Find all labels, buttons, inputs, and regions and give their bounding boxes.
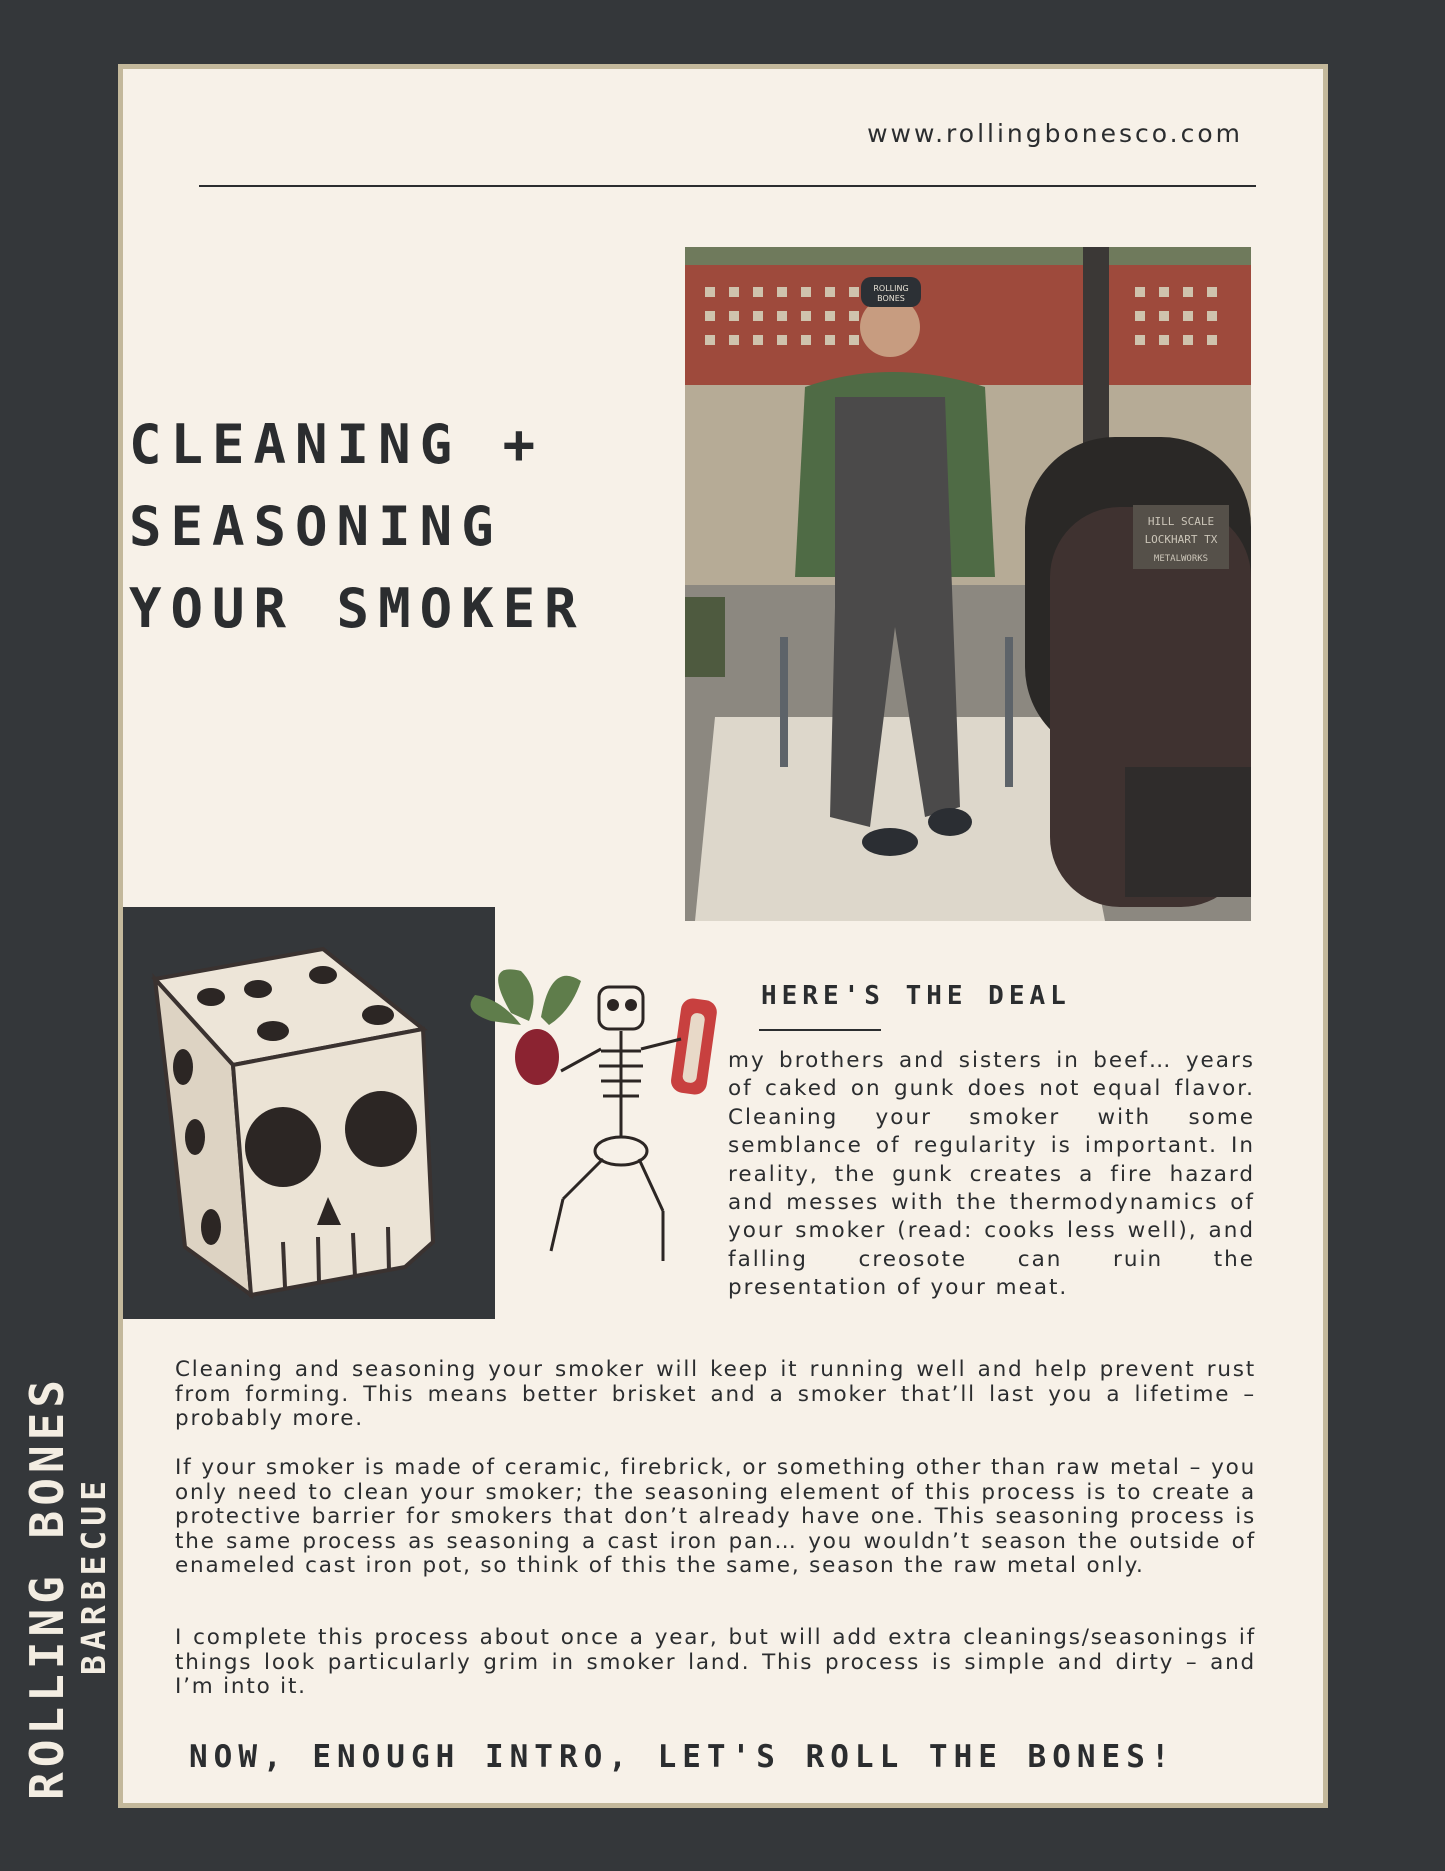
website-url[interactable]: www.rollingbonesco.com: [867, 119, 1243, 148]
smoker-plate-text-1: HILL SCALE: [1147, 515, 1215, 528]
title-line-2: SEASONING: [129, 495, 503, 558]
page-card: [118, 64, 1328, 1808]
cap-text-1: ROLLING: [873, 284, 909, 293]
deal-heading: HERE'S THE DEAL: [761, 981, 1071, 1011]
deal-text-last: presentation of your meat.: [728, 1275, 1069, 1301]
title-line-1: CLEANING +: [129, 413, 545, 476]
paragraph-1: Cleaning and seasoning your smoker will keep it running well and help prevent rust from forming. This means better brisket and a smoker that’ll last you a lifetime – probably more.: [175, 1357, 1256, 1431]
cap-text-2: BONES: [877, 294, 905, 303]
brand-name: ROLLING BONES: [20, 1374, 74, 1800]
skull-dice-illustration: [123, 907, 495, 1319]
paragraph-2: If your smoker is made of ceramic, firebrick, or something other than raw metal – you only need to clean your smoker; the seasoning element of this process is to create a protective barrier for smokers that don’t already have one. This seasoning process is the same process as seasoning a cast iron pan… you wouldn’t season the outside of enameled cast iron pot, so think of this the same, season the raw metal only.: [175, 1455, 1256, 1578]
paragraph-3: I complete this process about once a year, but will add extra cleanings/seasonings if things look particularly grim in smoker land. This process is simple and dirty – and I’m into it.: [175, 1625, 1256, 1699]
closing-callout: NOW, ENOUGH INTRO, LET'S ROLL THE BONES!: [189, 1739, 1176, 1775]
header-divider: [199, 185, 1256, 187]
skeleton-illustration: [441, 951, 741, 1323]
brand-wordmark: [20, 1374, 113, 1800]
smoker-plate-text-3: METALWORKS: [1153, 554, 1209, 564]
deal-paragraph: [728, 1047, 1255, 1303]
deal-divider: [759, 1029, 881, 1031]
smoker-plate-text-2: LOCKHART TX: [1144, 533, 1218, 546]
deal-text-main: my brothers and sisters in beef… years of caked on gunk does not equal flavor. Cleaning your smoker with some semblance of regularity is important. In reality, the gunk creates a fire hazard and messes with the thermodynamics of your smoker (read: cooks less well), and falling creosote can ruin the: [728, 1048, 1255, 1272]
page-title: [129, 404, 689, 650]
brand-subtitle: BARBECUE: [74, 1476, 113, 1675]
smoker-photo: [685, 247, 1251, 921]
title-line-3: YOUR SMOKER: [129, 577, 586, 640]
dice-panel: [123, 907, 495, 1319]
